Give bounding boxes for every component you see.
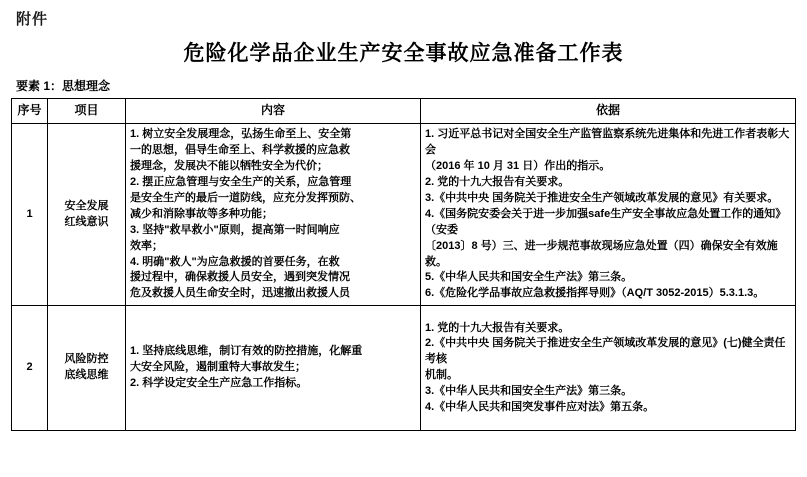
attachment-label: 附件 (16, 11, 49, 28)
column-header-basis: 依据 (421, 99, 796, 124)
row-item (48, 306, 126, 431)
column-header-content: 内容 (126, 99, 421, 124)
basis-line: 1. 党的十九大报告有关要求。 (425, 321, 570, 334)
content-line: 是安全生产的最后一道防线，应充分发挥预防、 (130, 191, 361, 204)
basis-line: 3.《中共中央 国务院关于推进安全生产领域改革发展的意见》有关要求。 (425, 191, 779, 204)
table-row (12, 124, 796, 306)
basis-line: 2. 党的十九大报告有关要求。 (425, 175, 570, 188)
row-number: 2 (12, 306, 48, 431)
content-line: 援理念，发展决不能以牺牲安全为代价； (130, 159, 328, 172)
basis-line: 机制。 (425, 369, 458, 382)
table-header-row (12, 99, 796, 124)
basis-line: 1. 习近平总书记对全国安全生产监管监察系统先进集体和先进工作者表彰大会 (425, 128, 790, 156)
row-content (126, 306, 421, 431)
content-line: 3. 坚持"救早救小"原则，提高第一时间响应 (130, 223, 340, 236)
basis-line: 〔2013〕8 号）三、进一步规范事故现场应急处置（四）确保安全有效施救。 (425, 239, 778, 268)
element-section-label: 要素 1：思想理念 (16, 79, 111, 93)
content-line: 大安全风险，遏制重特大事故发生； (130, 361, 306, 374)
row-item-line-1: 安全发展 (64, 199, 109, 212)
basis-line: 2.《中共中央 国务院关于推进安全生产领域改革发展的意见》(七)健全责任考核 (425, 337, 786, 366)
preparedness-table (11, 98, 796, 431)
basis-line: （2016 年 10 月 31 日）作出的指示。 (425, 159, 611, 172)
content-line: 1. 树立安全发展理念，弘扬生命至上、安全第 (130, 128, 352, 140)
column-header-no: 序号 (12, 99, 48, 124)
row-number: 1 (12, 124, 48, 306)
row-item-line-1: 风险防控 (64, 353, 109, 366)
content-line: 援过程中，确保救援人员安全，遇到突发情况 (130, 271, 350, 284)
content-line: 危及救援人员生命安全时，迅速撤出救援人员 (130, 287, 350, 300)
row-item-line-2: 红线意识 (64, 215, 109, 228)
row-basis (421, 306, 796, 431)
row-content (126, 124, 421, 306)
column-header-item: 项目 (48, 99, 126, 124)
page-title: 危险化学品企业生产安全事故应急准备工作表 (183, 42, 624, 65)
page-bottom-margin (10, 431, 797, 459)
basis-line: 5.《中华人民共和国安全生产法》第三条。 (425, 271, 633, 284)
content-line: 4. 明确"救人"为应急救援的首要任务，在救 (130, 255, 340, 268)
row-basis (421, 124, 796, 306)
content-line: 减少和消除事故等多种功能； (130, 207, 273, 220)
basis-line: 4.《中华人民共和国突发事件应对法》第五条。 (425, 401, 655, 414)
content-line: 效率； (130, 239, 163, 252)
basis-line: 6.《危险化学品事故应急救援指挥导则》（AQ/T 3052-2015）5.3.1.3。 (425, 287, 765, 300)
basis-line: 4.《国务院安委会关于进一步加强safe生产安全事故应急处置工作的通知》（安委 (425, 207, 787, 236)
table-row (12, 306, 796, 431)
content-line: 2. 科学设定安全生产应急工作指标。 (130, 377, 308, 390)
content-line: 1. 坚持底线思维，制订有效的防控措施，化解重 (130, 345, 363, 358)
content-line: 一的思想，倡导生命至上、科学救援的应急救 (130, 143, 350, 156)
content-line: 2. 摆正应急管理与安全生产的关系，应急管理 (130, 175, 352, 188)
basis-line: 3.《中华人民共和国安全生产法》第三条。 (425, 385, 633, 398)
row-item (48, 124, 126, 306)
row-item-line-2: 底线思维 (64, 369, 109, 382)
